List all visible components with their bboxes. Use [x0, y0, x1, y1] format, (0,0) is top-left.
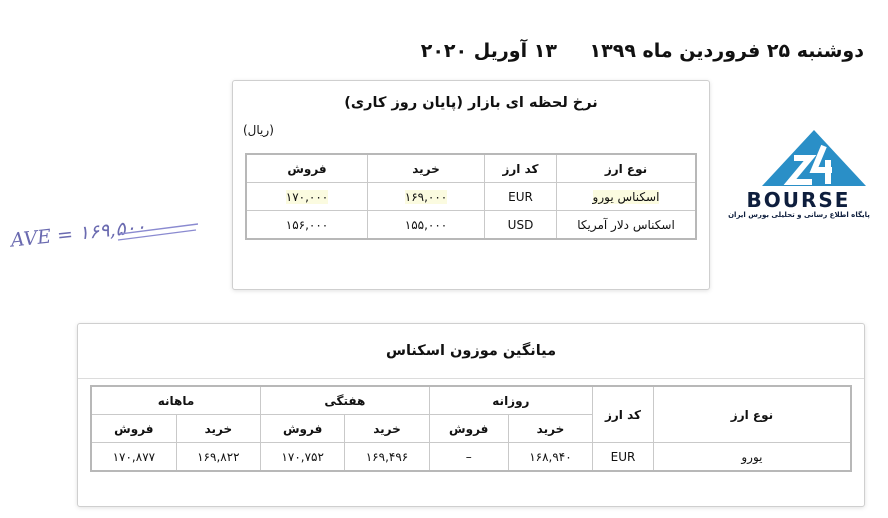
header-daily-buy: خرید [508, 415, 592, 443]
cell-type-text: اسکناس یورو [592, 189, 660, 204]
header-monthly-buy: خرید [176, 415, 260, 443]
date-header [421, 40, 864, 62]
cell-monthly-buy: ۱۶۹,۸۲۲ [176, 443, 260, 472]
header-code: کد ارز [485, 154, 557, 183]
cell-buy-text: ۱۶۹,۰۰۰ [404, 189, 448, 204]
header-monthly-sell: فروش [91, 415, 176, 443]
cell-monthly-sell: ۱۷۰,۸۷۷ [91, 443, 176, 472]
divider [78, 378, 864, 379]
table-row [246, 183, 696, 211]
average-table [90, 385, 852, 472]
header-buy: خرید [368, 154, 485, 183]
average-title: میانگین موزون اسکناس [385, 343, 557, 359]
market-title: نرخ لحظه ای بازار (پایان روز کاری) [344, 95, 598, 111]
cell-type: یورو [653, 443, 851, 472]
cell-weekly-buy: ۱۶۹,۴۹۶ [345, 443, 429, 472]
header-type: نوع ارز [653, 386, 851, 443]
cell-buy [368, 183, 485, 211]
header-weekly: هفتگی [261, 386, 430, 415]
table-row [91, 443, 851, 472]
table-row [246, 211, 696, 240]
cell-code: EUR [485, 183, 557, 211]
header-monthly: ماهانه [91, 386, 261, 415]
cell-sell-text: ۱۷۰,۰۰۰ [285, 189, 329, 204]
cell-weekly-sell: ۱۷۰,۷۵۲ [261, 443, 345, 472]
logo-triangle [762, 130, 866, 186]
header-sell: فروش [246, 154, 368, 183]
header-daily: روزانه [429, 386, 592, 415]
cell-sell: ۱۵۶,۰۰۰ [246, 211, 368, 240]
header-code: کد ارز [593, 386, 654, 443]
market-table [245, 153, 697, 240]
cell-code: EUR [593, 443, 654, 472]
cell-buy: ۱۵۵,۰۰۰ [368, 211, 485, 240]
table-header-row [91, 386, 851, 415]
table-header-row [246, 154, 696, 183]
weighted-average-panel [77, 323, 865, 507]
gregorian-date: ۱۳ آوریل ۲۰۲۰ [420, 40, 557, 62]
market-rate-panel [232, 80, 710, 290]
cell-code: USD [485, 211, 557, 240]
cell-daily-buy: ۱۶۸,۹۴۰ [508, 443, 592, 472]
cell-type: اسکناس دلار آمریکا [557, 211, 697, 240]
logo-name: BOURSE [746, 188, 851, 212]
handnote-text: AVE = ۱۶۹,۵۰۰ [9, 215, 147, 252]
logo-subtitle: پایگاه اطلاع رسانی و تحلیلی بورس ایران [728, 211, 870, 219]
header-type: نوع ارز [557, 154, 697, 183]
cell-type [557, 183, 697, 211]
header-weekly-buy: خرید [345, 415, 429, 443]
currency-unit: (ریال) [243, 123, 274, 137]
cell-daily-sell: – [429, 443, 508, 472]
header-daily-sell: فروش [429, 415, 508, 443]
header-weekly-sell: فروش [261, 415, 345, 443]
handwritten-note [8, 202, 198, 252]
persian-date: دوشنبه ۲۵ فروردین ماه ۱۳۹۹ [589, 40, 864, 62]
cell-sell [246, 183, 368, 211]
